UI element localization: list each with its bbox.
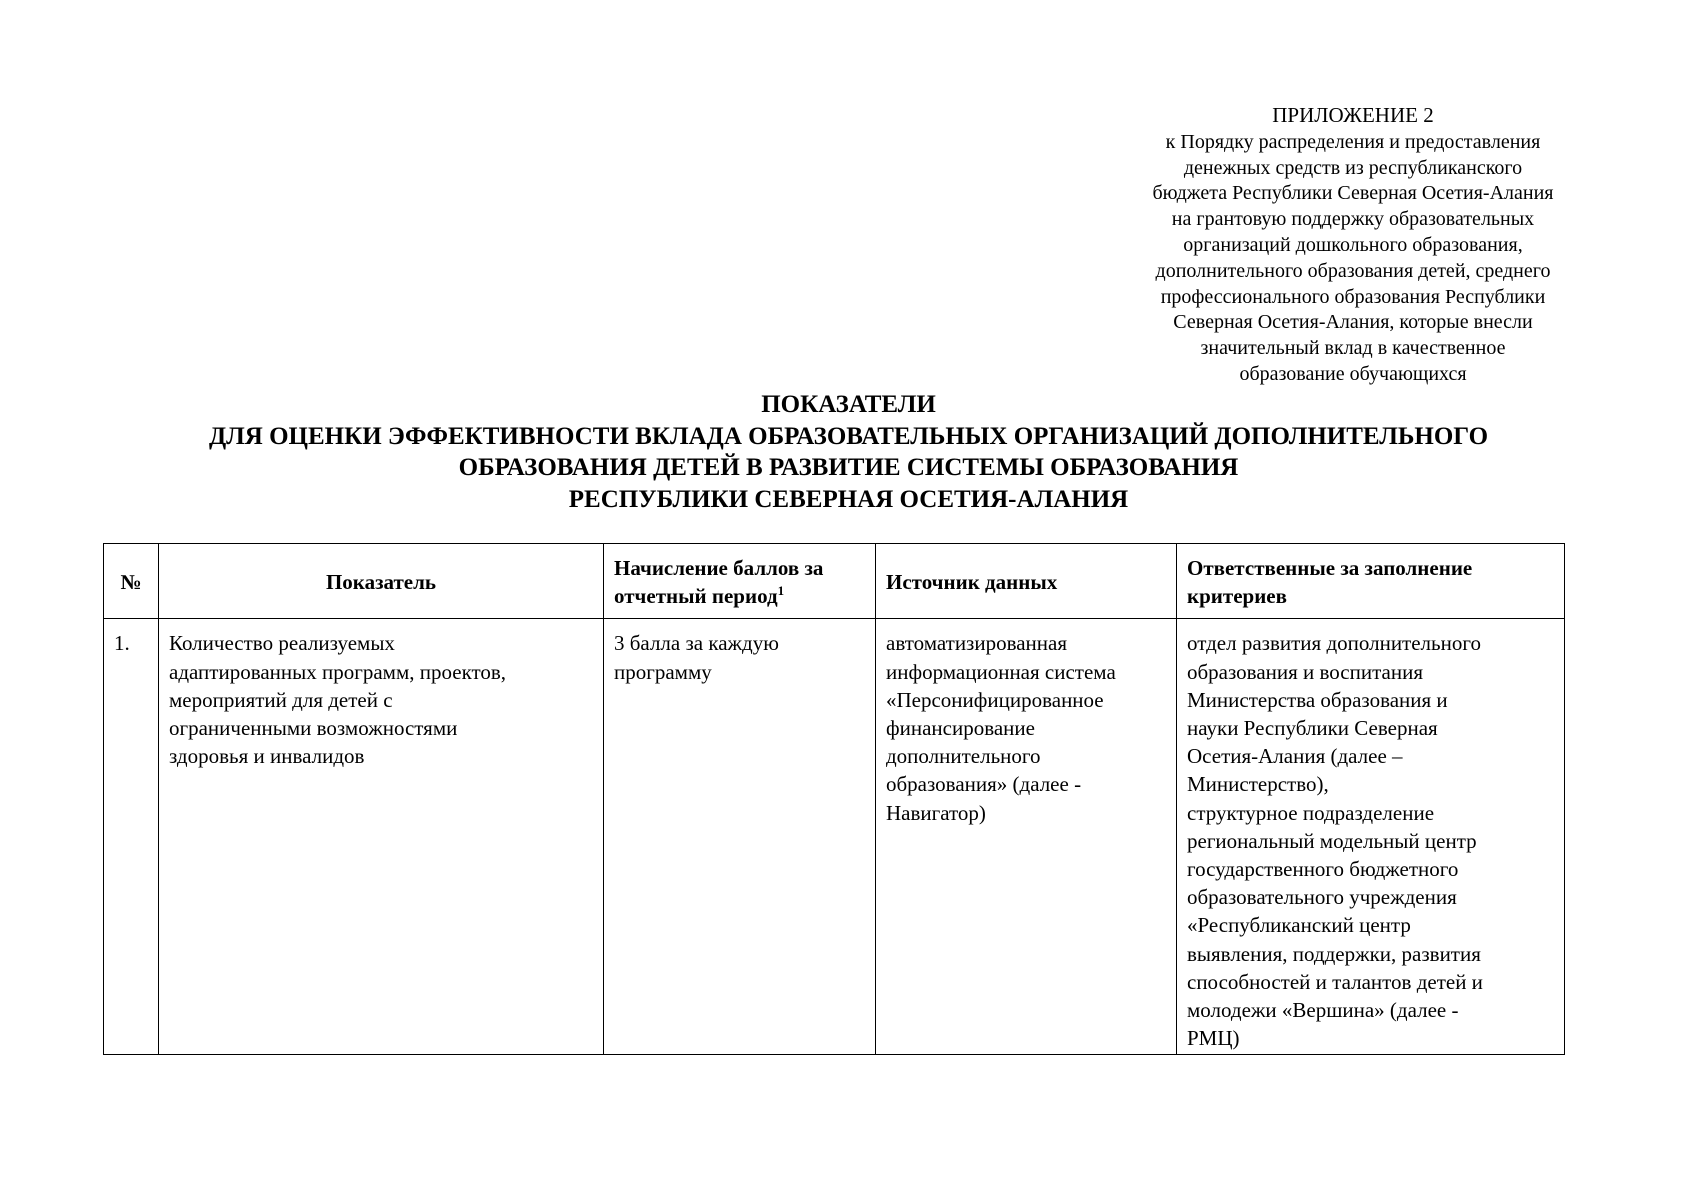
cell-line: информационная система [886,659,1116,684]
header-text: отчетный период [614,584,778,609]
appendix-line: организаций дошкольного образования, [1183,233,1523,256]
cell-line: финансирование [886,716,1035,741]
cell-responsible [1177,619,1565,1055]
cell-indicator [159,619,604,1055]
column-header-responsible [1177,544,1565,619]
column-header-indicator: Показатель [159,544,604,619]
appendix-line: Северная Осетия-Алания, которые внесли [1173,311,1533,334]
cell-points [604,619,876,1055]
cell-line: адаптированных программ, проектов, [169,659,507,684]
column-header-source: Источник данных [876,544,1177,619]
appendix-line: на грантовую поддержку образовательных [1171,208,1535,231]
cell-line: автоматизированная [886,631,1068,656]
appendix-line: денежных средств из республиканского [1183,156,1523,179]
cell-line: мероприятий для детей с [169,687,393,712]
cell-line: РМЦ) [1187,1026,1240,1051]
header-line: Ответственные за заполнение [1187,556,1473,580]
appendix-title: ПРИЛОЖЕНИЕ 2 [1272,103,1434,127]
cell-line: Осетия-Алания (далее – [1187,744,1403,769]
cell-line: Навигатор) [886,800,986,825]
indicators-table [103,543,1565,1055]
cell-line: государственного бюджетного [1187,857,1459,882]
cell-line: структурное подразделение [1187,800,1435,825]
cell-line: способностей и талантов детей и [1187,969,1483,994]
cell-line: ограниченными возможностями [169,716,458,741]
cell-line: образовательного учреждения [1187,885,1457,910]
table-row [104,619,1565,1055]
appendix-line: профессионального образования Республики [1160,285,1546,308]
appendix-block [1093,103,1613,388]
heading-line: РЕСПУБЛИКИ СЕВЕРНАЯ ОСЕТИЯ-АЛАНИЯ [568,485,1129,513]
heading-line: ОБРАЗОВАНИЯ ДЕТЕЙ В РАЗВИТИЕ СИСТЕМЫ ОБРАЗОВАНИЯ [458,454,1239,481]
header-line: Начисление баллов за [614,556,824,580]
cell-line: региональный модельный центр [1187,828,1477,853]
cell-line: Министерство), [1187,772,1329,797]
cell-num: 1. [104,619,159,1055]
cell-line: Министерства образования и [1187,687,1448,712]
cell-source [876,619,1177,1055]
cell-line: дополнительного [886,744,1041,769]
cell-line: Количество реализуемых [169,631,395,656]
appendix-line: значительный вклад в качественное [1200,337,1506,360]
footnote-marker: 1 [777,583,785,599]
cell-line: образования и воспитания [1187,659,1423,684]
column-header-num: № [104,544,159,619]
cell-line: отдел развития дополнительного [1187,631,1481,656]
cell-line: образования» (далее - [886,772,1082,797]
appendix-line: образование обучающихся [1239,362,1467,385]
cell-line: науки Республики Северная [1187,716,1438,741]
appendix-line: бюджета Республики Северная Осетия-Алания [1152,182,1554,205]
appendix-line: дополнительного образования детей, среднего [1155,259,1551,282]
heading-line: ПОКАЗАТЕЛИ [761,391,936,418]
cell-line: молодежи «Вершина» (далее - [1187,998,1459,1023]
column-header-points [604,544,876,619]
document-heading [100,389,1597,515]
cell-line: здоровья и инвалидов [169,744,365,769]
header-line: критериев [1187,584,1287,609]
header-line [614,582,865,610]
cell-line: «Республиканский центр [1187,913,1411,938]
cell-line: «Персонифицированное [886,687,1104,712]
table-header-row [104,544,1565,619]
cell-line: 3 балла за каждую [614,631,779,656]
cell-line: программу [614,659,712,684]
cell-line: выявления, поддержки, развития [1187,941,1481,966]
heading-line: ДЛЯ ОЦЕНКИ ЭФФЕКТИВНОСТИ ВКЛАДА ОБРАЗОВАТЕЛЬНЫХ ОРГАНИЗАЦИЙ ДОПОЛНИТЕЛЬНОГО [208,422,1489,450]
appendix-line: к Порядку распределения и предоставления [1165,130,1541,153]
